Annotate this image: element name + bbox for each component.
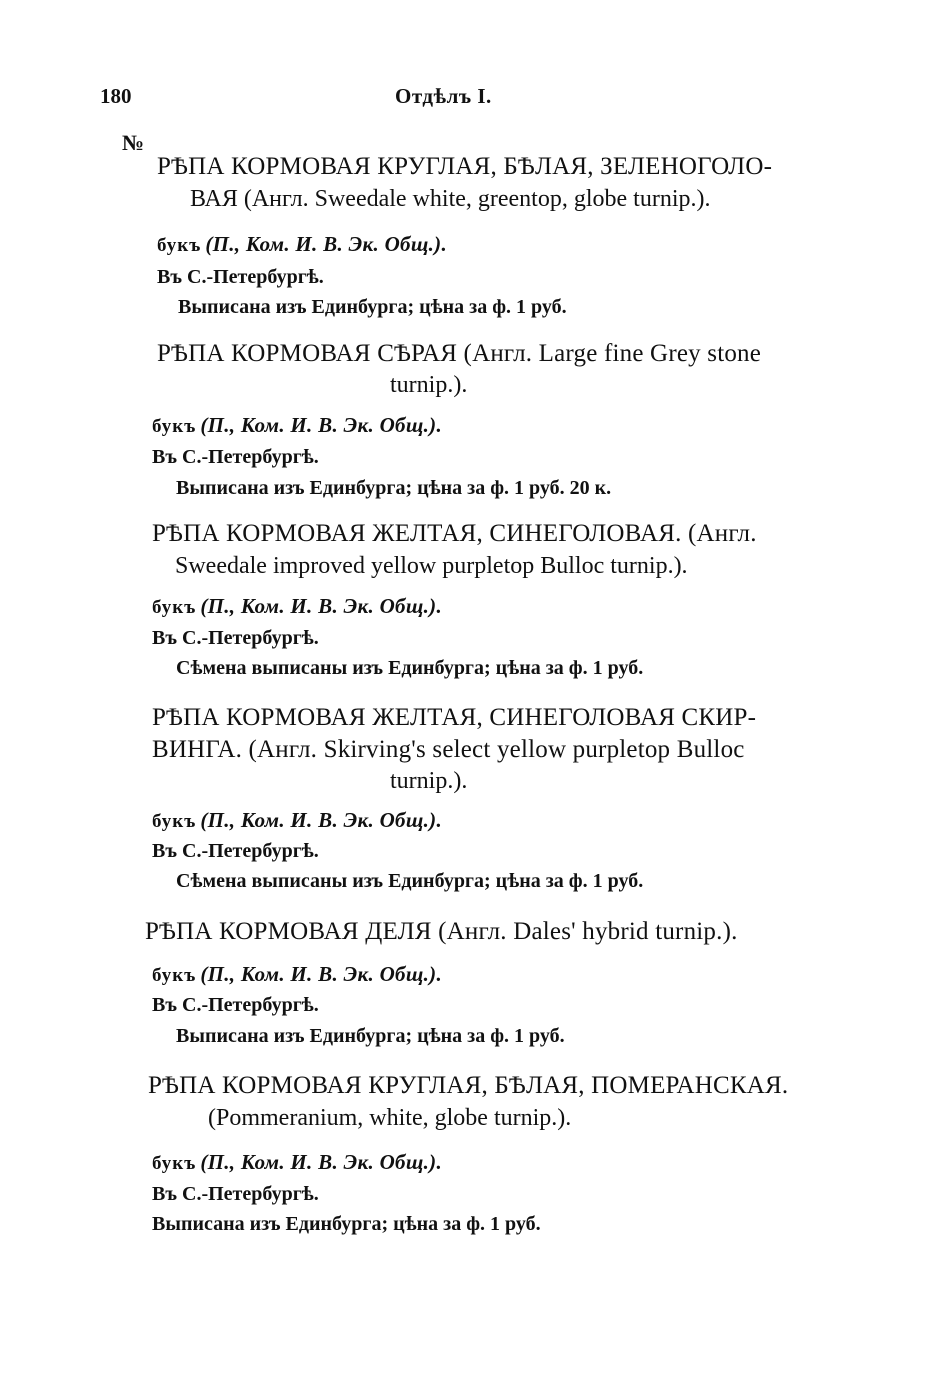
entry-3-title: РѢПА КОРМОВАЯ ЖЕЛТАЯ, СИНЕГОЛОВАЯ. (Англ. [152,520,757,547]
supplier-detail: (П., Ком. И. В. Эк. Общ.). [200,962,443,986]
entry-1-note: Выписана изъ Единбурга; цѣна за ф. 1 руб. [178,296,567,318]
supplier-detail: (П., Ком. И. В. Эк. Общ.). [205,232,448,256]
entry-5-title: РѢПА КОРМОВАЯ ДЕЛЯ (Англ. Dales' hybrid turnip.). [145,918,738,945]
entry-6-supplier [152,1150,442,1175]
entry-2-city: Въ С.-Петербургѣ. [152,446,319,468]
entry-4-supplier [152,808,442,833]
entry-5-note: Выписана изъ Единбурга; цѣна за ф. 1 руб. [176,1025,565,1047]
entry-2-title: РѢПА КОРМОВАЯ СѢРАЯ (Англ. Large fine Grey stone [157,340,762,367]
entry-2-note: Выписана изъ Единбурга; цѣна за ф. 1 руб. 20 к. [176,477,612,499]
entry-3-title-cont: Sweedale improved yellow purpletop Bulloc turnip.). [175,553,688,579]
entry-4-title-cont2: turnip.). [390,768,468,794]
entry-1-city: Въ С.-Петербургѣ. [157,266,324,288]
supplier-name: букъ [152,965,197,986]
supplier-name: букъ [152,811,197,832]
entry-6-title: РѢПА КОРМОВАЯ КРУГЛАЯ, БѢЛАЯ, ПОМЕРАНСКАЯ. [148,1072,789,1099]
entry-5-city: Въ С.-Петербургѣ. [152,994,319,1016]
entry-5-supplier [152,962,442,987]
entry-3-note: Сѣмена выписаны изъ Единбурга; цѣна за ф. 1 руб. [176,657,644,679]
supplier-name: букъ [152,416,197,437]
supplier-detail: (П., Ком. И. В. Эк. Общ.). [200,594,443,618]
entry-1-title: РѢПА КОРМОВАЯ КРУГЛАЯ, БѢЛАЯ, ЗЕЛЕНОГОЛО- [157,153,773,180]
entry-6-title-cont: (Pommeranium, white, globe turnip.). [208,1105,572,1131]
page-number: 180 [100,84,132,108]
entry-4-note: Сѣмена выписаны изъ Единбурга; цѣна за ф. 1 руб. [176,870,644,892]
entry-3-city: Въ С.-Петербургѣ. [152,627,319,649]
entry-3-supplier [152,594,442,619]
entry-2-supplier [152,413,442,438]
entry-4-title: РѢПА КОРМОВАЯ ЖЕЛТАЯ, СИНЕГОЛОВАЯ СКИР- [152,704,757,731]
entry-2-title-cont: turnip.). [390,372,468,398]
entry-4-city: Въ С.-Петербургѣ. [152,840,319,862]
supplier-detail: (П., Ком. И. В. Эк. Общ.). [200,808,443,832]
supplier-name: букъ [152,597,197,618]
entry-6-city: Въ С.-Петербургѣ. [152,1183,319,1205]
section-title: Отдѣлъ I. [395,84,492,108]
entry-1-title-cont: ВАЯ (Англ. Sweedale white, greentop, globe turnip.). [190,186,711,212]
entry-1-supplier [157,232,447,257]
supplier-detail: (П., Ком. И. В. Эк. Общ.). [200,413,443,437]
entry-4-title-cont: ВИНГА. (Англ. Skirving's select yellow purpletop Bulloc [152,736,745,763]
number-sign: № [122,130,145,155]
supplier-detail: (П., Ком. И. В. Эк. Общ.). [200,1150,443,1174]
supplier-name: букъ [157,235,202,256]
supplier-name: букъ [152,1153,197,1174]
entry-6-note: Выписана изъ Единбурга; цѣна за ф. 1 руб. [152,1213,541,1235]
